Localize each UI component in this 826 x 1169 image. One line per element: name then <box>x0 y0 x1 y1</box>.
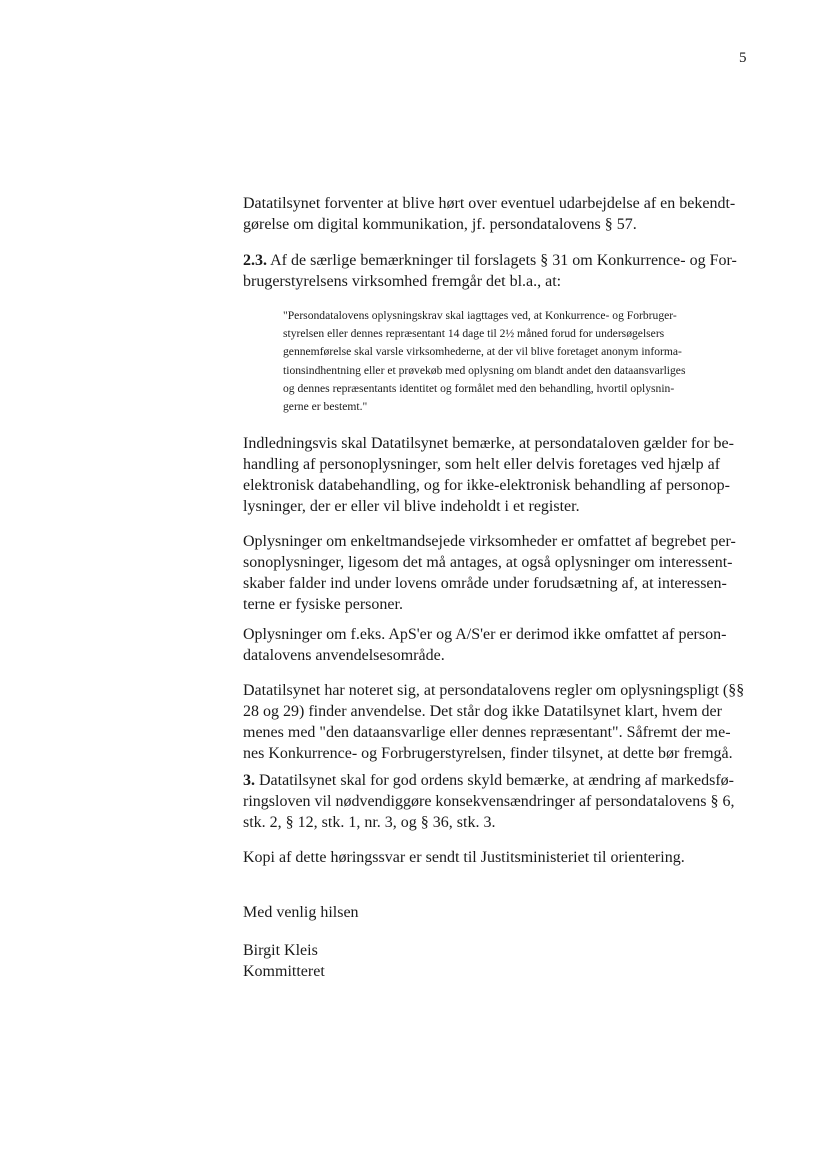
text-line: Datatilsynet har noteret sig, at persondatalovens regler om oplysningspligt (§§ <box>243 682 745 699</box>
text-line: Datatilsynet forventer at blive hørt over eventuel udarbejdelse af en bekendt- <box>243 195 736 212</box>
quote-line: og dennes repræsentants identitet og formålet med den behandling, hvortil oplysnin- <box>283 381 675 395</box>
paragraph-digital-communication <box>243 193 753 235</box>
text-line: Oplysninger om f.eks. ApS'er og A/S'er er derimod ikke omfattet af person- <box>243 626 727 643</box>
text-line <box>243 250 753 271</box>
text-line: sonoplysninger, ligesom det må antages, at også oplysninger om interessent- <box>243 554 733 571</box>
section-3 <box>243 770 753 833</box>
text-line: stk. 2, § 12, stk. 1, nr. 3, og § 36, stk. 3. <box>243 814 496 831</box>
signature-block <box>243 940 753 982</box>
paragraph-companies <box>243 624 753 666</box>
text-line: datalovens anvendelsesområde. <box>243 647 445 664</box>
closing-greeting <box>243 902 753 923</box>
section-2-3-intro <box>243 250 753 292</box>
text-line: lysninger, der er eller vil blive indeholdt i et register. <box>243 498 580 515</box>
quote-line: gerne er bestemt." <box>283 400 368 414</box>
text-line: Med venlig hilsen <box>243 904 359 921</box>
text-line: Oplysninger om enkeltmandsejede virksomheder er omfattet af begrebet per- <box>243 533 736 550</box>
signer-name: Birgit Kleis <box>243 942 318 959</box>
text-line: Indledningsvis skal Datatilsynet bemærke, at persondataloven gælder for be- <box>243 435 734 452</box>
paragraph-duty-of-information <box>243 680 753 764</box>
quote-line: tionsindhentning eller et prøvekøb med oplysning om blandt andet den dataansvarliges <box>283 363 686 377</box>
text-line: menes med "den dataansvarlige eller dennes repræsentant". Såfremt der me- <box>243 724 731 741</box>
quote-line: gennemførelse skal varsle virksomhederne, at der vil blive foretaget anonym informa- <box>283 345 682 359</box>
text-line: 28 og 29) finder anvendelse. Det står dog ikke Datatilsynet klart, hvem der <box>243 703 722 720</box>
section-number: 2.3. <box>243 252 267 269</box>
text-line: elektronisk databehandling, og for ikke-elektronisk behandling af personop- <box>243 477 730 494</box>
text-line: nes Konkurrence- og Forbrugerstyrelsen, finder tilsynet, at dette bør fremgå. <box>243 745 733 762</box>
signer-title: Kommitteret <box>243 963 325 980</box>
quote-line: styrelsen eller dennes repræsentant 14 dage til 2½ måned forud for undersøgelsers <box>283 327 665 341</box>
text-line: brugerstyrelsens virksomhed fremgår det bl.a., at: <box>243 273 562 290</box>
section-text: Datatilsynet skal for god ordens skyld bemærke, at ændring af markedsfø- <box>255 772 734 789</box>
paragraph-scope <box>243 433 753 517</box>
text-line <box>243 770 753 791</box>
section-text: Af de særlige bemærkninger til forslagets § 31 om Konkurrence- og For- <box>267 252 737 269</box>
text-line: gørelse om digital kommunikation, jf. persondatalovens § 57. <box>243 216 637 233</box>
text-line: handling af personoplysninger, som helt eller delvis foretages ved hjælp af <box>243 456 721 473</box>
text-line: skaber falder ind under lovens område under forudsætning af, at interessen- <box>243 575 727 592</box>
text-line: terne er fysiske personer. <box>243 596 403 613</box>
quote-line: "Persondatalovens oplysningskrav skal iagttages ved, at Konkurrence- og Forbruger- <box>283 309 677 322</box>
text-line: Kopi af dette høringssvar er sendt til Justitsministeriet til orientering. <box>243 849 685 866</box>
block-quote <box>283 307 753 416</box>
paragraph-sole-proprietorships <box>243 531 753 615</box>
section-number: 3. <box>243 772 255 789</box>
page-number: 5 <box>739 50 747 66</box>
paragraph-copy-note <box>243 847 753 868</box>
text-line: ringsloven vil nødvendiggøre konsekvensændringer af persondatalovens § 6, <box>243 793 735 810</box>
